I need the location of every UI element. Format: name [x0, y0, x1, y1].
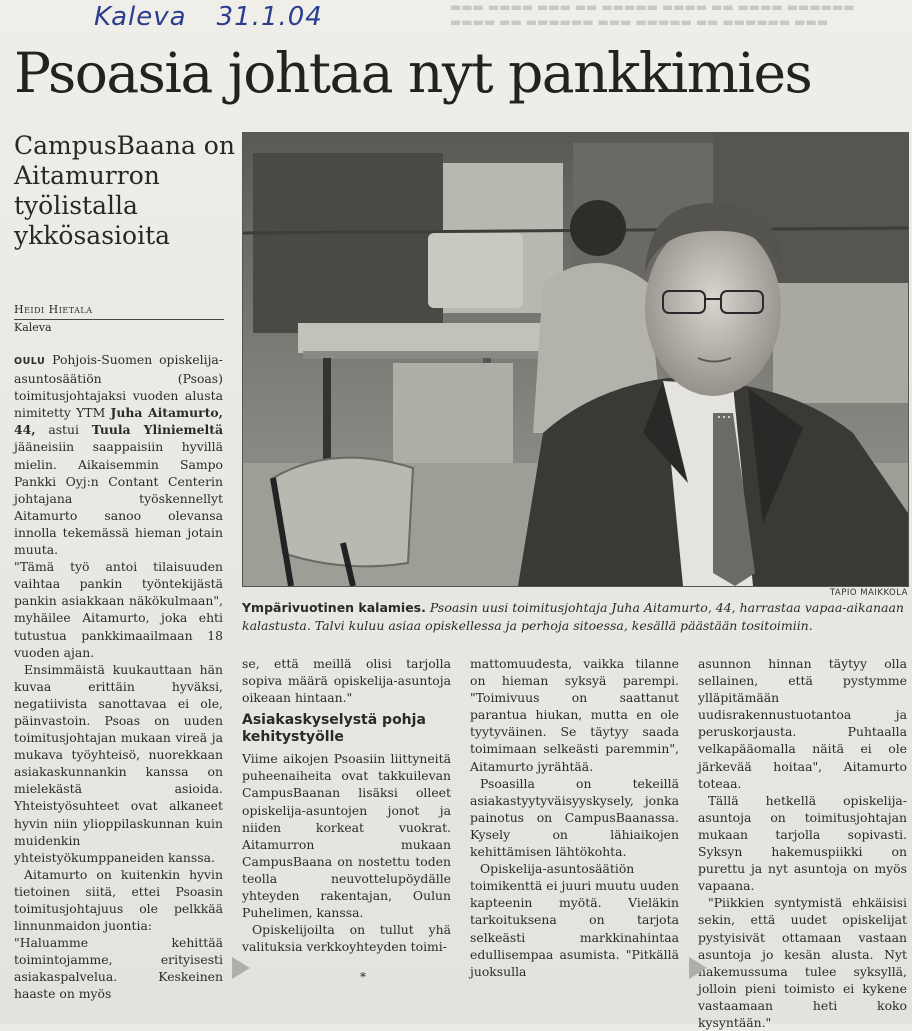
article-paragraph: Viime aikojen Psoasiin liittyneitä puheenaiheita ovat takkuilevan CampusBaanan lisäksi olleet opiskelija-asuntojen jonot ja niiden korkeat vuokrat. Aitamurron mukaan CampusBaana on nostettu toden teolla neuvottelupöydälle yhteyden rakentajan, Oulun Puhelimen, kanssa. — [242, 751, 451, 921]
article-paragraph: Opiskelija-asuntosäätiön toimikenttä ei juuri muutu uuden kapteenin myötä. Vieläkin tarkoituksena on tarjota selkeästi markkinahintaa edullisempaa asumista. "Pitkällä juoksulla — [470, 861, 679, 979]
handwritten-publication: Kaleva — [94, 2, 187, 32]
lead-paragraph: OULU Pohjois-Suomen opiskelija-asuntosäätiön (Psoas) toimitusjohtajaksi vuoden alusta nimitetty YTM Juha Aitamurto, 44, astui Tuula Yliniemeltä jääneisiin saappaisiin hyvillä mielin. Aikaisemmin Sampo Pankki Oyj:n Contant Centerin johtajana työskennellyt Aitamurto sanoo olevansa innolla tekemässä hieman jotain muuta. — [14, 352, 223, 558]
byline-paper: Kaleva — [14, 321, 52, 334]
article-paragraph: Opiskelijoilta on tullut yhä valituksia verkkoyhteyden toimi- — [242, 922, 451, 955]
article-column-4 — [698, 655, 907, 1031]
article-paragraph-continued: asunnon hinnan täytyy olla sellainen, että pystymme ylläpitämään uudisrakennustuotantoa ja peruskorjausta. Puhtaalla velkapääomalla näitä ei ole järkevää hoitaa", Aitamurto toteaa. — [698, 656, 907, 791]
column-end-marker-icon — [689, 957, 707, 979]
section-subheading: Asiakaskyselystä pohja kehitystyölle — [242, 712, 426, 746]
dateline: OULU — [14, 356, 46, 367]
article-paragraph-continued: mattomuudesta, vaikka tilanne on hieman syksyä parempi. "Toimivuus on saattanut parantua hiukan, mutta en ole tyytyväinen. Se täytyy saada toimimaan selkeästi paremmin", Aitamurto jyrähtää. — [470, 656, 679, 774]
article-paragraph: Aitamurto on kuitenkin hyvin tietoinen siitä, ettei Psoasin toimitusjohtajuus ole pelkkää linnunmaidon juontia: — [14, 866, 223, 934]
bleed-through-texture: ▬▬▬ ▬▬▬▬ ▬▬▬ ▬▬ ▬▬▬▬▬ ▬▬▬▬ ▬▬ ▬▬▬▬ ▬▬▬▬▬▬ ▬▬▬▬ ▬▬ ▬▬▬▬▬▬ ▬▬▬ ▬▬▬▬▬ ▬▬ ▬▬▬▬▬▬ ▬▬▬ — [450, 0, 855, 29]
caption-lead: Ympärivuotinen kalamies. — [242, 600, 426, 615]
article-column-3 — [470, 655, 679, 980]
byline-author: Heidi Hietala — [14, 303, 224, 320]
article-column-1 — [14, 351, 223, 1003]
article-paragraph: "Haluamme kehittää toimintojamme, erityisesti asiakaspalvelua. Keskeinen haaste on myös — [14, 935, 223, 1002]
column-end-marker-icon — [232, 957, 250, 979]
handwritten-date: 31.1.04 — [216, 2, 323, 32]
caption-text: Psoasin uusi toimitusjohtaja Juha Aitamurto, 44, harrastaa vapaa-aikanaan kalastusta. Talvi kuluu asiaa opiskellessa ja perhoja sitoessa, kesällä päästään tositoimiin. — [242, 600, 904, 633]
photo-caption — [242, 599, 907, 635]
article-column-2 — [242, 655, 451, 955]
article-photo — [242, 132, 909, 587]
subheadline: CampusBaana on Aitamurron työlistalla ykkösasioita — [14, 131, 235, 250]
headline: Psoasia johtaa nyt pankkimies — [14, 41, 812, 105]
article-paragraph: Psoasilla on tekeillä asiakastyytyväisyyskysely, jonka painotus on CampusBaanassa. Kysely on lähiaikojen kehittämisen lähtökohta. — [470, 775, 679, 860]
article-paragraph-continued: se, että meillä olisi tarjolla sopiva määrä opiskelija-asuntoja oikeaan hintaan." — [242, 656, 451, 706]
article-paragraph: "Tämä työ antoi tilaisuuden vaihtaa pankin työntekijästä pankin asiakkaan näkökulmaan", myhäilee Aitamurto, joka ehti tutustua pankkimaailmaan 18 vuoden ajan. — [14, 559, 223, 660]
asterisk-icon: * — [360, 970, 366, 984]
article-paragraph: Ensimmäistä kuukauttaan hän kuvaa erittäin hyväksi, negatiivista sanottavaa ei ole, päinvastoin. Psoas on uuden toimitusjohtajan mukaan vireä ja mukava työyhteisö, nuorekkaan asiakaskunnankin kanssa on mielekästä asioida. Yhteistyösuhteet ovat alkaneet hyvin niin ylioppilaskunnan kuin muidenkin yhteistyökumppaneiden kanssa. — [14, 661, 223, 865]
photo-credit: TAPIO MAIKKOLA — [829, 588, 908, 598]
photo-portrait-image — [243, 133, 908, 586]
article-paragraph: "Piikkien syntymistä ehkäisisi sekin, että uudet opiskelijat pystyisivät ottamaan vastaan asuntoja jo kesän alusta. Nyt hakemussuma tulee syksyllä, jolloin pieni toimisto ei kykene vastaamaan heti koko kysyntään." — [698, 895, 907, 1030]
handwritten-clipping-note — [94, 2, 323, 32]
article-paragraph: Tällä hetkellä opiskelija-asuntoja on toimitusjohtajan mukaan tarjolla sopivasti. Syksyn hakemuspiikki on purettu ja nyt asuntoja on myös vapaana. — [698, 792, 907, 894]
